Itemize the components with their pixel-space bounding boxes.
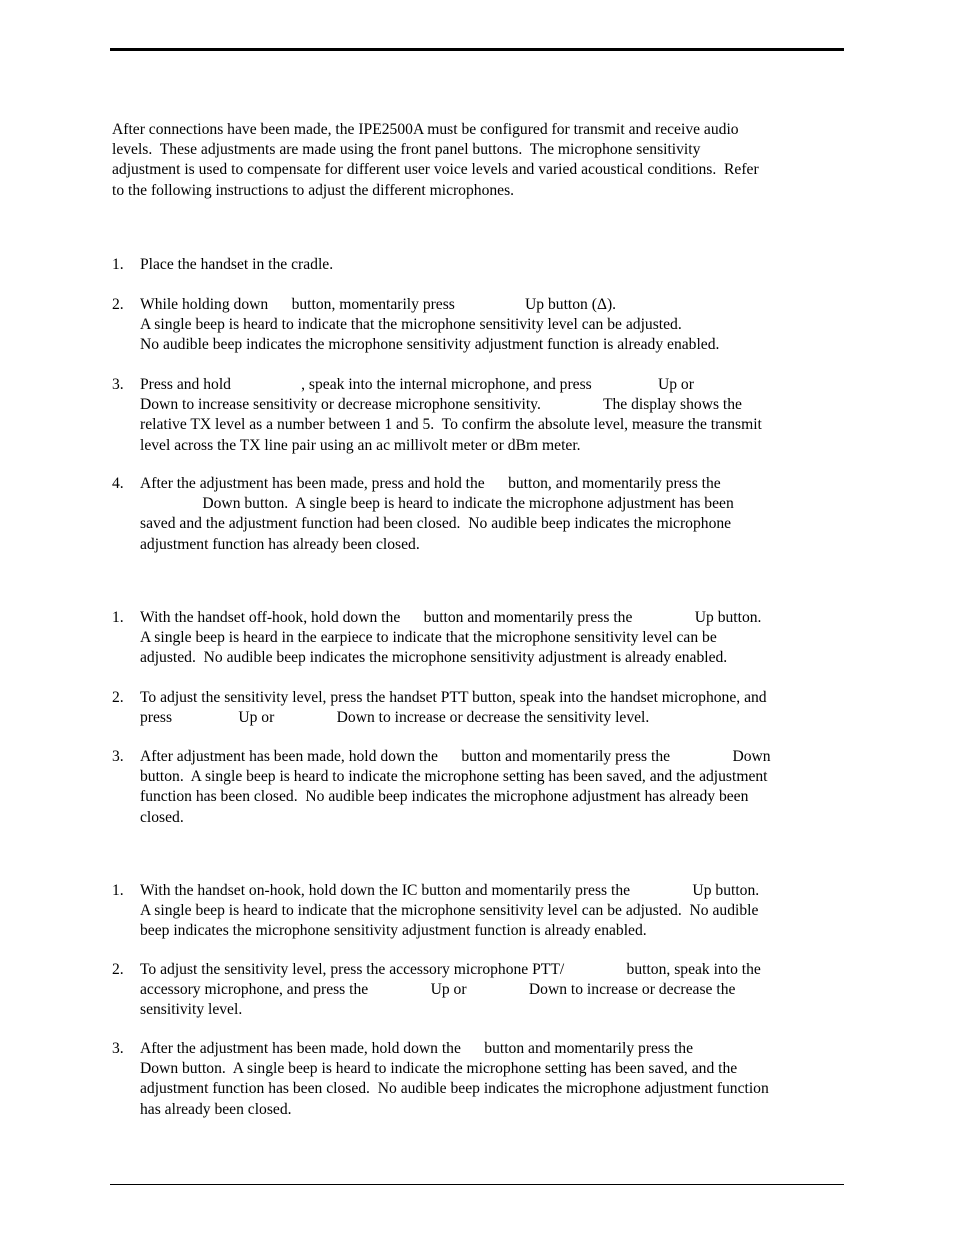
step-line: With the handset on-hook, hold down the IC button and momentarily press the Up button. bbox=[140, 882, 760, 899]
intro-paragraph bbox=[112, 120, 836, 201]
step-number: 3. bbox=[112, 376, 124, 393]
step-line: To adjust the sensitivity level, press the accessory microphone PTT/ button, speak into the bbox=[140, 961, 761, 978]
step-line: function has been closed. No audible beep indicates the microphone adjustment has already been bbox=[140, 788, 749, 806]
header-rule bbox=[110, 48, 844, 51]
intro-line: to the following instructions to adjust the different microphones. bbox=[112, 181, 515, 199]
step-line: Press and hold , speak into the internal microphone, and press Up or bbox=[140, 376, 694, 393]
intro-line: After connections have been made, the IPE2500A must be configured for transmit and receive audio bbox=[112, 121, 739, 138]
step-line: saved and the adjustment function had been closed. No audible beep indicates the microphone bbox=[140, 515, 732, 533]
step-line: press Up or Down to increase or decrease the sensitivity level. bbox=[140, 709, 650, 727]
step-line: accessory microphone, and press the Up or Down to increase or decrease the bbox=[140, 981, 736, 999]
step-line: Down to increase sensitivity or decrease microphone sensitivity. The display shows the bbox=[140, 396, 742, 414]
step-line: button. A single beep is heard to indicate the microphone setting has been saved, and the adjustment bbox=[140, 768, 768, 786]
step-line: has already been closed. bbox=[140, 1100, 292, 1118]
step-line: A single beep is heard to indicate that the microphone sensitivity level can be adjusted. No audible bbox=[140, 902, 759, 920]
intro-line: levels. These adjustments are made using the front panel buttons. The microphone sensitivity bbox=[112, 141, 701, 159]
step-line: closed. bbox=[140, 808, 184, 826]
step-line: No audible beep indicates the microphone sensitivity adjustment function is already enabled. bbox=[140, 336, 720, 354]
step-line: adjustment function has been closed. No audible beep indicates the microphone adjustment function bbox=[140, 1080, 769, 1098]
step-line: adjusted. No audible beep indicates the microphone sensitivity adjustment is already enabled. bbox=[140, 649, 728, 667]
step-number: 1. bbox=[112, 882, 124, 899]
step-number: 2. bbox=[112, 689, 124, 706]
step-line: relative TX level as a number between 1 and 5. To confirm the absolute level, measure the transmit bbox=[140, 416, 762, 434]
footer-rule bbox=[110, 1184, 844, 1185]
step-line: After the adjustment has been made, press and hold the button, and momentarily press the bbox=[140, 475, 721, 492]
step-number: 2. bbox=[112, 961, 124, 978]
step-line: sensitivity level. bbox=[140, 1001, 243, 1019]
step-line: While holding down button, momentarily press Up button (Δ). bbox=[140, 296, 617, 313]
step-line: Down button. A single beep is heard to indicate the microphone adjustment has been bbox=[140, 495, 734, 513]
step-line: After adjustment has been made, hold down the button and momentarily press the Down bbox=[140, 748, 771, 765]
step-number: 3. bbox=[112, 748, 124, 765]
step-number: 2. bbox=[112, 296, 124, 313]
step-line: beep indicates the microphone sensitivity adjustment function is already enabled. bbox=[140, 922, 647, 940]
step-number: 3. bbox=[112, 1040, 124, 1057]
step-line: With the handset off-hook, hold down the button and momentarily press the Up button. bbox=[140, 609, 762, 626]
step-line: level across the TX line pair using an ac millivolt meter or dBm meter. bbox=[140, 436, 581, 454]
step-number: 4. bbox=[112, 475, 124, 492]
step-line: To adjust the sensitivity level, press the handset PTT button, speak into the handset microphone, and bbox=[140, 689, 767, 706]
step-line: adjustment function has already been closed. bbox=[140, 535, 420, 553]
step-line: Down button. A single beep is heard to indicate the microphone setting has been saved, and the bbox=[140, 1060, 738, 1078]
step-line: After the adjustment has been made, hold down the button and momentarily press the bbox=[140, 1040, 694, 1057]
step-number: 1. bbox=[112, 609, 124, 626]
step-line: A single beep is heard to indicate that the microphone sensitivity level can be adjusted. bbox=[140, 316, 682, 334]
step-number: 1. bbox=[112, 256, 124, 273]
step-line: Place the handset in the cradle. bbox=[140, 256, 334, 273]
intro-line: adjustment is used to compensate for different user voice levels and varied acoustical conditions. Refer bbox=[112, 161, 759, 179]
step-line: A single beep is heard in the earpiece to indicate that the microphone sensitivity level can be bbox=[140, 629, 717, 647]
